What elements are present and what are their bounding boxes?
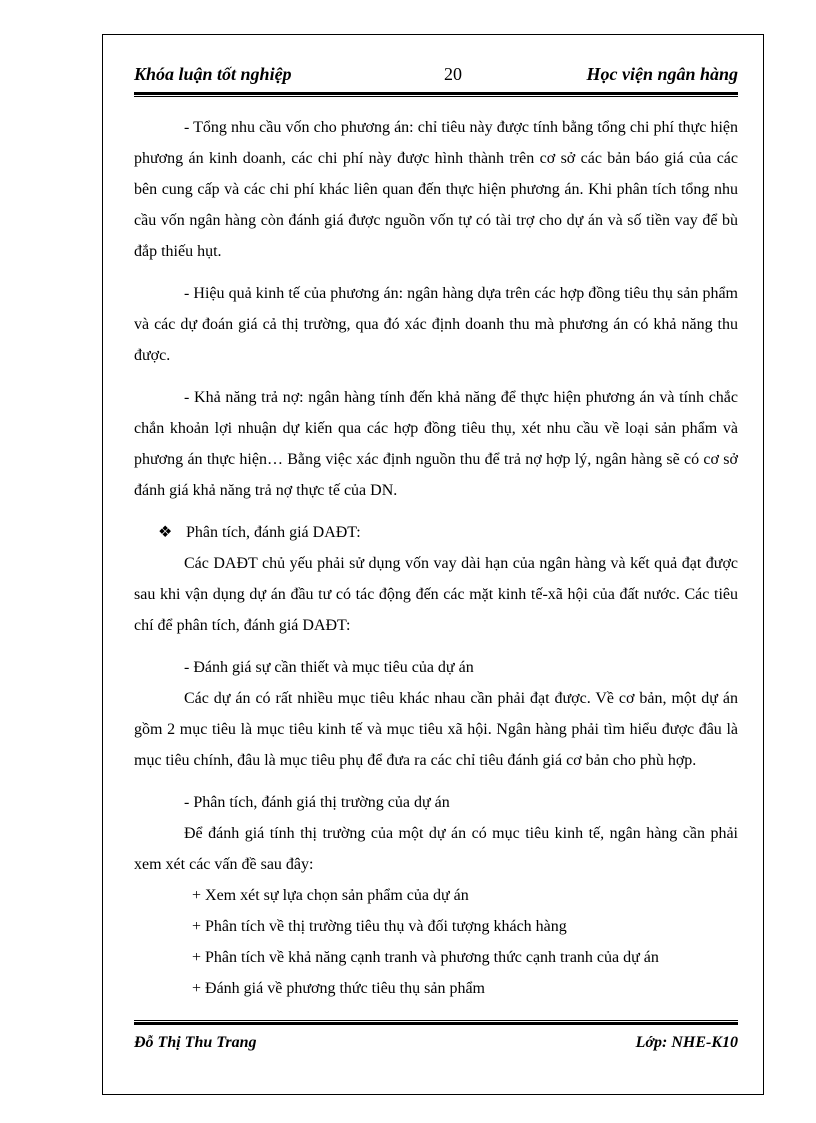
header-rule xyxy=(134,92,738,97)
footer-author: Đỗ Thị Thu Trang xyxy=(134,1034,257,1051)
header-thesis-title: Khóa luận tốt nghiệp xyxy=(134,64,292,84)
paragraph-repayment-ability: - Khả năng trả nợ: ngân hàng tính đến khả năng để thực hiện phương án và tính chắc chắn khoản lợi nhuận dự kiến qua các hợp đồng tiêu thụ, xét nhu cầu về loại sản phẩm và phương án thực hiện… Bằng việc xác định nguồn thu để trả nợ hợp lý, ngân hàng sẽ có cơ sở đánh giá khả năng trả nợ thực tế của DN. xyxy=(134,389,738,499)
list-item: + Đánh giá về phương thức tiêu thụ sản phẩm xyxy=(192,980,485,997)
footer-rule xyxy=(134,1020,738,1025)
list-item: + Xem xét sự lựa chọn sản phẩm của dự án xyxy=(192,887,469,904)
paragraph-capital-needs: - Tổng nhu cầu vốn cho phương án: chỉ tiêu này được tính bằng tổng chi phí thực hiện phương án kinh doanh, các chi phí này được hình thành trên cơ sở các bản báo giá của các bên cung cấp và các chi phí khác liên quan đến thực hiện phương án. Khi phân tích tổng nhu cầu vốn ngân hàng còn đánh giá được nguồn vốn tự có tài trợ cho dự án và số tiền vay để bù đắp thiếu hụt. xyxy=(134,119,738,260)
paragraph-project-intro: Các DAĐT chủ yếu phải sử dụng vốn vay dài hạn của ngân hàng và kết quả đạt được sau khi vận dụng dự án đầu tư có tác động đến các mặt kinh tế-xã hội của đất nước. Các tiêu chí để phân tích, đánh giá DAĐT: xyxy=(134,555,738,634)
paragraph-market-intro: Để đánh giá tính thị trường của một dự án có mục tiêu kinh tế, ngân hàng cần phải xem xét các vấn đề sau đây: xyxy=(134,825,738,873)
section-heading-text: Phân tích, đánh giá DAĐT: xyxy=(186,524,361,541)
footer-class: Lớp: NHE-K10 xyxy=(635,1034,738,1051)
document-body xyxy=(134,112,738,1004)
diamond-bullet-icon: ❖ xyxy=(158,524,173,541)
page-number: 20 xyxy=(444,64,462,84)
paragraph-economic-efficiency: - Hiệu quả kinh tế của phương án: ngân hàng dựa trên các hợp đồng tiêu thụ sản phẩm và các dự đoán giá cả thị trường, qua đó xác định doanh thu mà phương án có khả năng thu được. xyxy=(134,285,738,364)
list-item: + Phân tích về khả năng cạnh tranh và phương thức cạnh tranh của dự án xyxy=(192,949,659,966)
subheading-necessity: - Đánh giá sự cần thiết và mục tiêu của dự án xyxy=(184,659,474,676)
subheading-market: - Phân tích, đánh giá thị trường của dự án xyxy=(184,794,450,811)
page-header xyxy=(134,62,738,94)
header-institution: Học viện ngân hàng xyxy=(586,64,738,84)
list-item: + Phân tích về thị trường tiêu thụ và đối tượng khách hàng xyxy=(192,918,567,935)
paragraph-objectives: Các dự án có rất nhiều mục tiêu khác nhau cần phải đạt được. Về cơ bản, một dự án gồm 2 mục tiêu là mục tiêu kinh tế và mục tiêu xã hội. Ngân hàng phải tìm hiểu được đâu là mục tiêu chính, đâu là mục tiêu phụ để đưa ra các chỉ tiêu đánh giá cơ bản cho phù hợp. xyxy=(134,690,738,769)
section-heading-project-analysis xyxy=(134,517,738,548)
